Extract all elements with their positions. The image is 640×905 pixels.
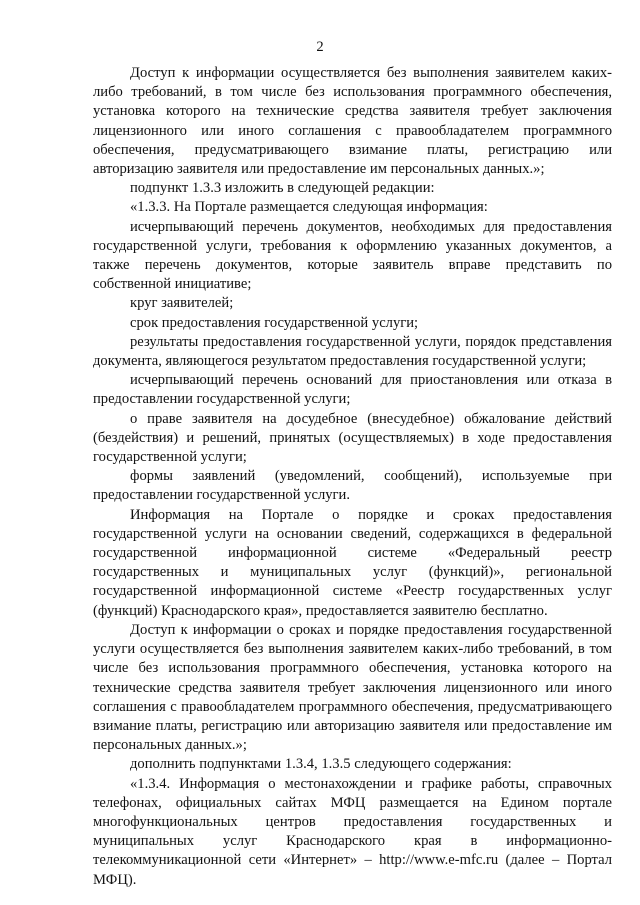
- list-item-documents: исчерпывающий перечень документов, необходимых для предоставления государственной услуги, требования к оформлению указанных документов, а также перечень документов, которые заявитель вправе представить по собственной инициативе;: [93, 218, 612, 293]
- list-item-appeal-rights: о праве заявителя на досудебное (внесудебное) обжалование действий (бездействия) и решений, принятых (осуществляемых) в ходе предоставления государственной услуги;: [93, 410, 612, 466]
- list-item-applicants: круг заявителей;: [130, 295, 234, 312]
- page-number: 2: [316, 39, 324, 55]
- list-item-refusal-grounds: исчерпывающий перечень оснований для приостановления или отказа в предоставлении государственной услуги;: [93, 372, 612, 408]
- paragraph-add-subclauses: дополнить подпунктами 1.3.4, 1.3.5 следующего содержания:: [130, 756, 512, 773]
- paragraph-1-3-4: «1.3.4. Информация о местонахождении и графике работы, справочных телефонах, официальных сайтах МФЦ размещается на Едином портале многофункциональных центров предоставления государственных и муниципальных услуг Краснодарского края в информационно-телекоммуникационной сети «Интернет» – http://www.e-mfc.ru (далее – Портал МФЦ).: [93, 775, 612, 888]
- document-body: [93, 64, 612, 890]
- paragraph-subclause-1-3-3-intro: подпункт 1.3.3 изложить в следующей редакции:: [130, 180, 435, 197]
- paragraph-access-info: Доступ к информации осуществляется без выполнения заявителем каких-либо требований, в том числе без использования программного обеспечения, установка которого на технические средства заявителя требует заключения лицензионного или иного соглашения с правообладателем программного обеспечения, предусматривающего взимание платы, регистрацию или авторизацию заявителя или предоставление им персональных данных.»;: [93, 65, 612, 178]
- paragraph-access-terms: Доступ к информации о сроках и порядке предоставления государственной услуги осуществляется без выполнения заявителем каких-либо требований, в том числе без использования программного обеспечения, установка которого на технические средства заявителя требует заключения лицензионного или иного соглашения с правообладателем программного обеспечения, предусматривающего взимание платы, регистрацию или авторизацию заявителя или предоставление им персональных данных.»;: [93, 621, 612, 754]
- list-item-results: результаты предоставления государственной услуги, порядок представления документа, являющегося результатом предоставления государственной услуги;: [93, 333, 612, 370]
- list-item-forms: формы заявлений (уведомлений, сообщений), используемые при предоставлении государственной услуги.: [93, 468, 612, 504]
- paragraph-1-3-3-heading: «1.3.3. На Портале размещается следующая информация:: [130, 199, 488, 216]
- paragraph-portal-info: Информация на Портале о порядке и сроках предоставления государственной услуги на основании сведений, содержащихся в федеральной государственной информационной системе «Федеральный реестр государственных и муниципальных услуг (функций)», региональной государственной информационной системе «Реестр государственных услуг (функций) Краснодарского края», предоставляется заявителю бесплатно.: [93, 506, 612, 619]
- list-item-term: срок предоставления государственной услуги;: [130, 314, 419, 331]
